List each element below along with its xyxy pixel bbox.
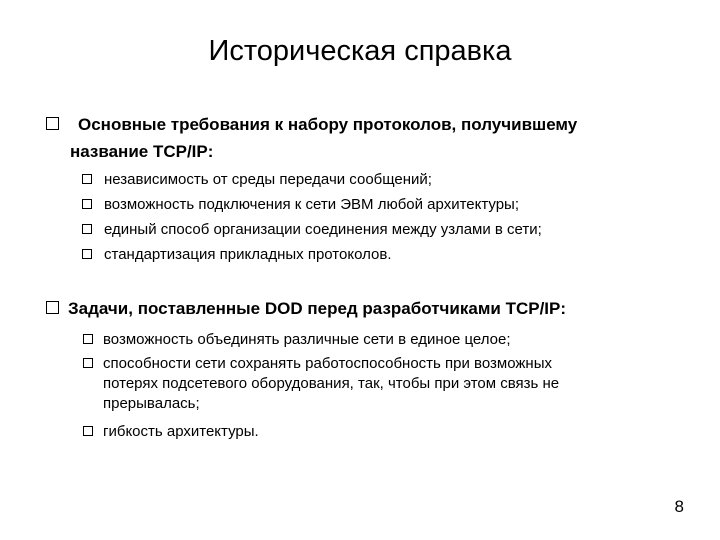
list-item bbox=[82, 195, 682, 220]
section-heading: Задачи, поставленные DOD перед разработчиками TCP/IP: bbox=[68, 299, 567, 318]
list-item bbox=[82, 170, 682, 195]
page-number: 8 bbox=[674, 497, 684, 516]
list-item bbox=[83, 330, 683, 354]
list-item-text-line: потерях подсетевого оборудования, так, чтобы при этом связь не bbox=[103, 375, 560, 392]
list-item-text-line: способности сети сохранять работоспособность при возможных bbox=[103, 355, 552, 372]
list-item bbox=[82, 245, 682, 270]
list-item-text: возможность подключения к сети ЭВМ любой архитектуры; bbox=[104, 196, 520, 213]
section-dod-tasks bbox=[46, 296, 696, 322]
checkbox-bullet-icon bbox=[46, 301, 59, 314]
checkbox-bullet-icon bbox=[82, 174, 92, 184]
list-item-text: стандартизация прикладных протоколов. bbox=[104, 246, 392, 263]
checkbox-bullet-icon bbox=[82, 224, 92, 234]
section-heading-line1: Основные требования к набору протоколов, получившему bbox=[78, 115, 578, 134]
list-item bbox=[83, 354, 683, 422]
dod-tasks-list bbox=[83, 330, 683, 446]
list-item bbox=[82, 220, 682, 245]
list-item bbox=[83, 422, 683, 446]
list-item-text: единый способ организации соединения между узлами в сети; bbox=[104, 221, 542, 238]
checkbox-bullet-icon bbox=[83, 358, 93, 368]
checkbox-bullet-icon bbox=[82, 199, 92, 209]
checkbox-bullet-icon bbox=[46, 117, 59, 130]
checkbox-bullet-icon bbox=[83, 334, 93, 344]
slide-title: Историческая справка bbox=[208, 35, 512, 67]
list-item-text: независимость от среды передачи сообщений; bbox=[104, 171, 432, 188]
list-item-text-line: прерывалась; bbox=[103, 395, 200, 412]
list-item-text: гибкость архитектуры. bbox=[103, 423, 259, 440]
checkbox-bullet-icon bbox=[83, 426, 93, 436]
section-heading-line2: название TCP/IP: bbox=[70, 142, 214, 161]
checkbox-bullet-icon bbox=[82, 249, 92, 259]
list-item-text: возможность объединять различные сети в единое целое; bbox=[103, 331, 511, 348]
requirements-list bbox=[82, 170, 682, 270]
